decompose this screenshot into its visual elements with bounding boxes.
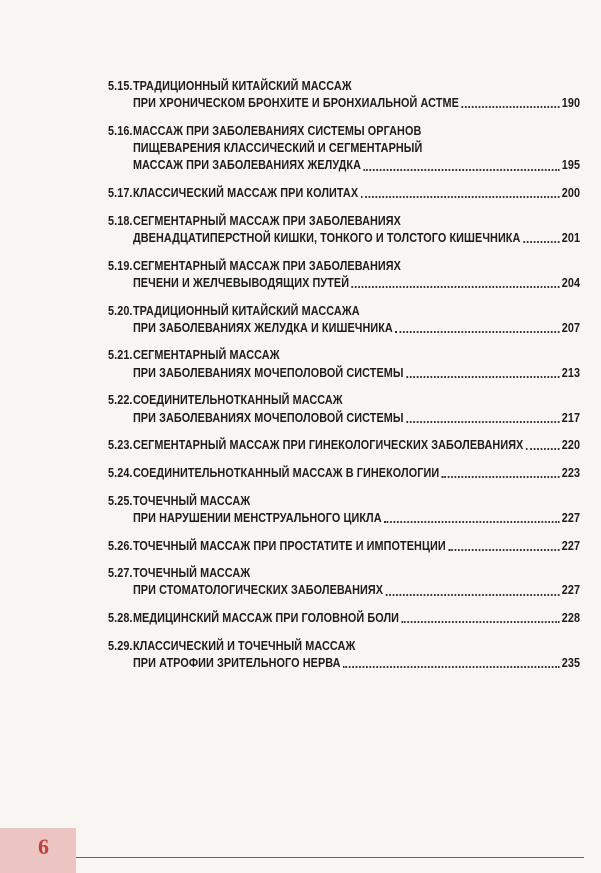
toc-leader-dots [442, 475, 559, 478]
toc-entry-title: СЕГМЕНТАРНЫЙ МАССАЖ ПРИ ГИНЕКОЛОГИЧЕСКИХ ЗАБОЛЕВАНИЯХ [132, 438, 524, 453]
toc-entry[interactable] [108, 538, 580, 555]
toc-entry-title: ТОЧЕЧНЫЙ МАССАЖ [132, 566, 251, 581]
toc-entry[interactable] [108, 347, 580, 381]
toc-entry-line [108, 510, 580, 527]
toc-entry-line [108, 185, 580, 202]
toc-entry-number: 5.20. [108, 303, 133, 318]
toc-entry-line [108, 320, 580, 337]
toc-entry-number: 5.26. [108, 538, 133, 553]
toc-leader-dots [526, 447, 559, 450]
toc-entry-title: ПРИ ЗАБОЛЕВАНИЯХ МОЧЕПОЛОВОЙ СИСТЕМЫ [132, 365, 404, 380]
toc-entry-line [108, 275, 580, 292]
toc-entry-title: ПРИ СТОМАТОЛОГИЧЕСКИХ ЗАБОЛЕВАНИЯХ [132, 583, 384, 598]
toc-entry-line [108, 410, 580, 427]
toc-entry[interactable] [108, 465, 580, 482]
toc-entry-line [108, 123, 580, 140]
toc-entry[interactable] [108, 638, 580, 672]
toc-entry-page: 217 [561, 410, 581, 425]
toc-leader-dots [448, 548, 559, 551]
toc-entry-page: 195 [561, 158, 581, 173]
toc-entry-page: 227 [561, 538, 581, 553]
toc-entry-number: 5.25. [108, 493, 133, 508]
toc-entry[interactable] [108, 258, 580, 292]
toc-entry-page: 220 [561, 438, 581, 453]
page-number-box [0, 828, 76, 873]
toc-entry[interactable] [108, 392, 580, 426]
toc-entry-line [108, 465, 580, 482]
toc-entry-line [108, 655, 580, 672]
toc-entry-line [108, 258, 580, 275]
toc-entry-title: ТРАДИЦИОННЫЙ КИТАЙСКИЙ МАССАЖА [132, 303, 360, 318]
toc-entry-number: 5.27. [108, 566, 133, 581]
toc-entry[interactable] [108, 437, 580, 454]
toc-entry-title: ПРИ ЗАБОЛЕВАНИЯХ МОЧЕПОЛОВОЙ СИСТЕМЫ [132, 410, 404, 425]
toc-entry-line [108, 213, 580, 230]
toc-entry-page: 200 [561, 186, 581, 201]
toc-entry-number: 5.29. [108, 638, 133, 653]
toc-entry-line [108, 78, 580, 95]
toc-entry-title: СЕГМЕНТАРНЫЙ МАССАЖ ПРИ ЗАБОЛЕВАНИЯХ [132, 258, 401, 273]
toc-entry-line [108, 493, 580, 510]
toc-leader-dots [352, 285, 559, 288]
toc-entry-line [108, 230, 580, 247]
toc-entry-number: 5.17. [108, 186, 133, 201]
toc-leader-dots [386, 593, 559, 596]
toc-entry-number: 5.19. [108, 258, 133, 273]
toc-entry[interactable] [108, 185, 580, 202]
toc-entry-page: 201 [561, 230, 581, 245]
toc-entry-line [108, 157, 580, 174]
toc-entry-line [108, 565, 580, 582]
toc-leader-dots [343, 665, 559, 668]
toc-entry-line [108, 303, 580, 320]
toc-leader-dots [395, 330, 559, 333]
toc-entry-title: ТРАДИЦИОННЫЙ КИТАЙСКИЙ МАССАЖ [132, 79, 352, 93]
toc-entry-title: ТОЧЕЧНЫЙ МАССАЖ ПРИ ПРОСТАТИТЕ И ИМПОТЕНЦИИ [132, 538, 446, 553]
toc-entry-title: ПРИ АТРОФИИ ЗРИТЕЛЬНОГО НЕРВА [132, 656, 341, 671]
toc-entry-title: СОЕДИНИТЕЛЬНОТКАННЫЙ МАССАЖ В ГИНЕКОЛОГИИ [132, 465, 440, 480]
toc-entry-title: КЛАССИЧЕСКИЙ МАССАЖ ПРИ КОЛИТАХ [132, 186, 359, 201]
toc-entry-title: МАССАЖ ПРИ ЗАБОЛЕВАНИЯХ ЖЕЛУДКА [132, 158, 362, 173]
page-number: 6 [38, 834, 49, 859]
toc-entry-number: 5.18. [108, 213, 133, 228]
toc-entry-title: СЕГМЕНТАРНЫЙ МАССАЖ [132, 348, 280, 363]
page-footer [0, 828, 601, 873]
toc-entry[interactable] [108, 303, 580, 337]
toc-entry-title: СОЕДИНИТЕЛЬНОТКАННЫЙ МАССАЖ [132, 393, 343, 408]
toc-entry[interactable] [108, 565, 580, 599]
toc-entry-page: 228 [561, 611, 581, 626]
toc-entry-page: 223 [561, 465, 581, 480]
toc-entry-number: 5.28. [108, 611, 133, 626]
toc-entry-title: МЕДИЦИНСКИЙ МАССАЖ ПРИ ГОЛОВНОЙ БОЛИ [132, 611, 400, 626]
table-of-contents [108, 78, 580, 683]
toc-entry[interactable] [108, 493, 580, 527]
toc-entry[interactable] [108, 78, 580, 112]
footer-rule [76, 857, 584, 858]
toc-entry-title: ПРИ ЗАБОЛЕВАНИЯХ ЖЕЛУДКА И КИШЕЧНИКА [132, 320, 393, 335]
toc-leader-dots [402, 620, 560, 623]
toc-entry-line [108, 538, 580, 555]
toc-leader-dots [523, 240, 559, 243]
toc-entry-title: МАССАЖ ПРИ ЗАБОЛЕВАНИЯХ СИСТЕМЫ ОРГАНОВ [132, 123, 422, 138]
toc-leader-dots [361, 195, 559, 198]
toc-entry-number: 5.16. [108, 123, 133, 138]
toc-entry-title: ДВЕНАДЦАТИПЕРСТНОЙ КИШКИ, ТОНКОГО И ТОЛСТОГО КИШЕЧНИКА [132, 230, 521, 245]
toc-leader-dots [461, 105, 559, 108]
toc-entry[interactable] [108, 123, 580, 175]
toc-entry[interactable] [108, 610, 580, 627]
toc-leader-dots [406, 420, 559, 423]
toc-entry-page: 235 [561, 656, 581, 671]
toc-leader-dots [406, 375, 559, 378]
toc-entry-number: 5.15. [108, 79, 133, 93]
toc-entry-number: 5.24. [108, 465, 133, 480]
toc-entry-line [108, 392, 580, 409]
toc-entry-line [108, 95, 580, 112]
toc-entry-page: 227 [561, 583, 581, 598]
toc-entry-title: ПЕЧЕНИ И ЖЕЛЧЕВЫВОДЯЩИХ ПУТЕЙ [132, 275, 350, 290]
toc-entry-line [108, 347, 580, 364]
toc-entry-line [108, 140, 580, 157]
toc-entry-page: 207 [561, 320, 581, 335]
toc-entry-line [108, 638, 580, 655]
toc-entry-number: 5.22. [108, 393, 133, 408]
toc-entry-title: ПРИ ХРОНИЧЕСКОМ БРОНХИТЕ И БРОНХИАЛЬНОЙ АСТМЕ [132, 96, 459, 111]
toc-entry-line [108, 610, 580, 627]
toc-entry-line [108, 437, 580, 454]
toc-entry-line [108, 365, 580, 382]
toc-entry-title: ПИЩЕВАРЕНИЯ КЛАССИЧЕСКИЙ И СЕГМЕНТАРНЫЙ [132, 141, 423, 156]
toc-entry-number: 5.23. [108, 438, 133, 453]
toc-entry-page: 190 [561, 96, 581, 111]
toc-leader-dots [384, 520, 559, 523]
toc-entry-page: 227 [561, 510, 581, 525]
toc-entry-number: 5.21. [108, 348, 133, 363]
toc-entry[interactable] [108, 213, 580, 247]
toc-entry-title: ТОЧЕЧНЫЙ МАССАЖ [132, 493, 251, 508]
toc-entry-title: ПРИ НАРУШЕНИИ МЕНСТРУАЛЬНОГО ЦИКЛА [132, 510, 382, 525]
toc-entry-line [108, 582, 580, 599]
toc-entry-title: СЕГМЕНТАРНЫЙ МАССАЖ ПРИ ЗАБОЛЕВАНИЯХ [132, 213, 401, 228]
toc-entry-page: 213 [561, 365, 581, 380]
toc-entry-page: 204 [561, 275, 581, 290]
toc-entry-title: КЛАССИЧЕСКИЙ И ТОЧЕЧНЫЙ МАССАЖ [132, 638, 356, 653]
toc-leader-dots [364, 168, 560, 171]
